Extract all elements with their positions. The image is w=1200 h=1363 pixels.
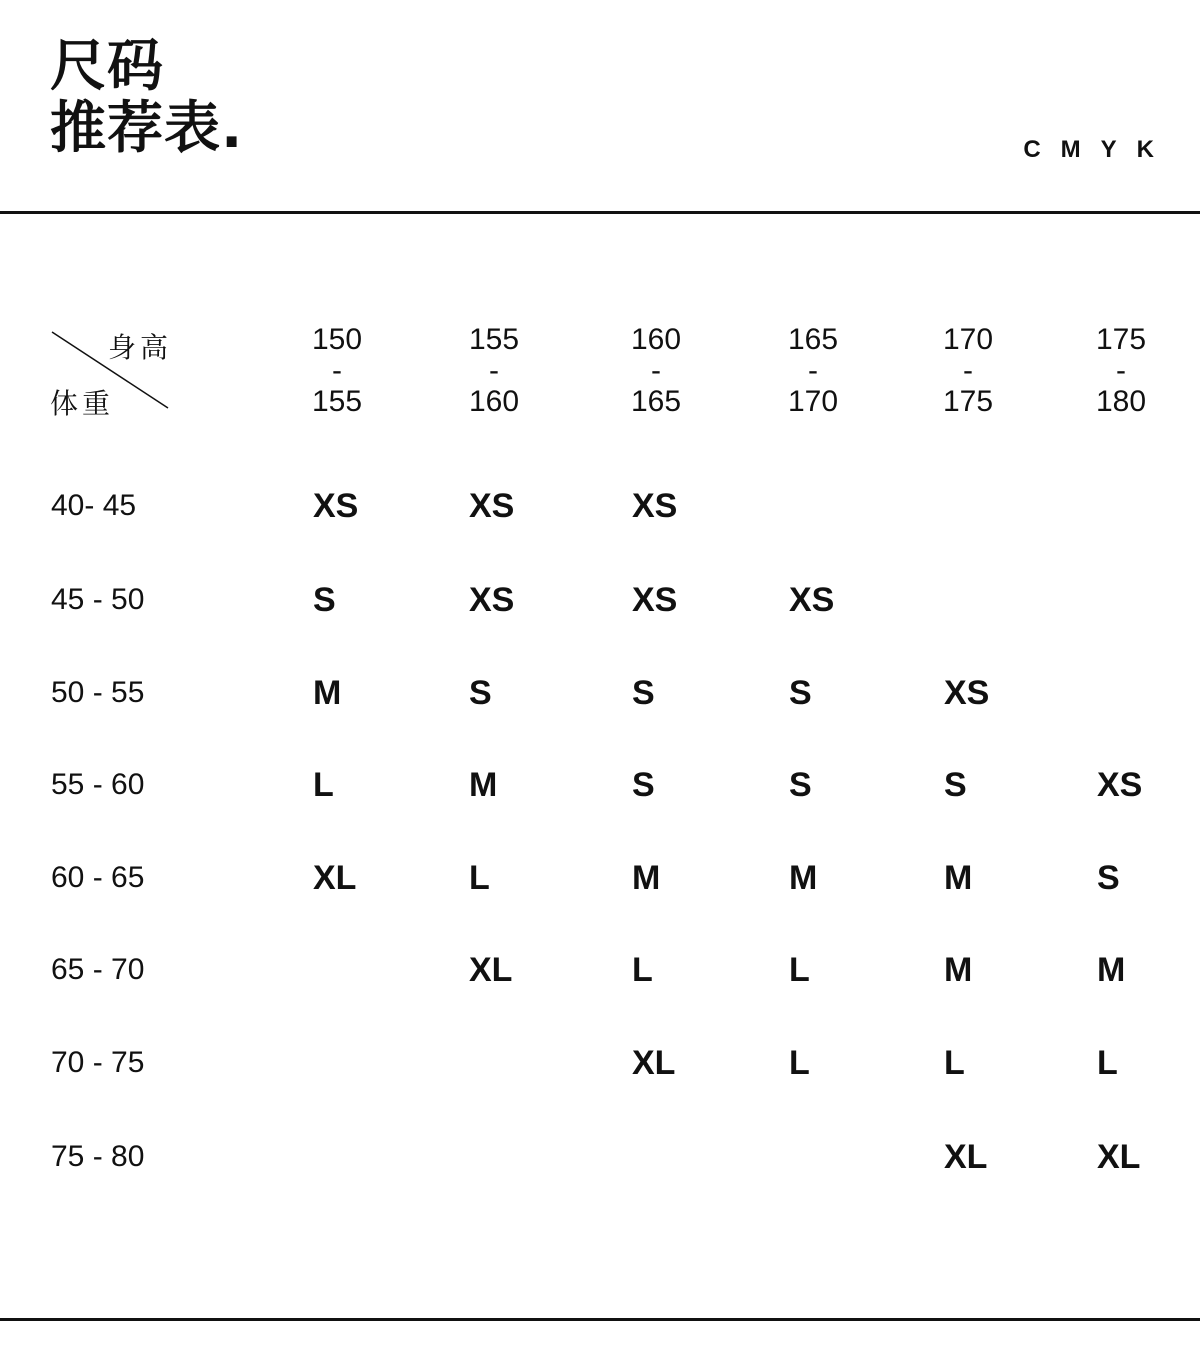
height-range-sep: - [808, 354, 818, 387]
size-cell: L [632, 951, 653, 989]
height-range-from: 170 [942, 323, 994, 356]
height-range-sep: - [489, 354, 499, 387]
size-cell: XL [1097, 1138, 1141, 1176]
height-axis-label: 身高 [107, 331, 172, 364]
size-cell: M [944, 859, 973, 897]
weight-range-label: 55 - 60 [51, 768, 145, 801]
size-cell: XS [632, 581, 678, 619]
size-cell: XS [789, 581, 835, 619]
size-cell: XS [1097, 766, 1143, 804]
size-cell: M [313, 674, 342, 712]
size-cell: S [469, 674, 492, 712]
height-range-from: 150 [311, 323, 363, 356]
weight-range-label: 50 - 55 [51, 676, 145, 709]
size-cell: L [313, 766, 334, 804]
size-cell: XS [632, 487, 678, 525]
top-divider [0, 211, 1200, 214]
size-cell: S [313, 581, 336, 619]
height-range-header [277, 324, 397, 417]
height-range-header [1061, 324, 1181, 417]
size-cell: L [944, 1044, 965, 1082]
height-range-header [434, 324, 554, 417]
weight-range-label: 75 - 80 [51, 1140, 145, 1173]
height-range-from: 155 [468, 323, 520, 356]
size-cell: M [789, 859, 818, 897]
size-cell: M [469, 766, 498, 804]
height-range-header [596, 324, 716, 417]
weight-axis-label: 体重 [50, 387, 115, 420]
weight-range-label: 40- 45 [51, 489, 137, 522]
size-cell: S [789, 766, 812, 804]
weight-range-label: 70 - 75 [51, 1046, 145, 1079]
height-range-header [908, 324, 1028, 417]
weight-range-label: 60 - 65 [51, 861, 145, 894]
height-range-sep: - [1116, 354, 1126, 387]
height-range-to: 180 [1095, 385, 1147, 418]
height-range-to: 170 [787, 385, 839, 418]
size-cell: M [632, 859, 661, 897]
size-cell: S [944, 766, 967, 804]
height-range-to: 175 [942, 385, 994, 418]
size-cell: S [632, 766, 655, 804]
size-cell: L [1097, 1044, 1118, 1082]
table-corner-header [50, 322, 172, 420]
height-range-sep: - [963, 354, 973, 387]
size-cell: XL [632, 1044, 676, 1082]
size-cell: XL [313, 859, 357, 897]
height-range-to: 160 [468, 385, 520, 418]
size-cell: S [1097, 859, 1120, 897]
size-cell: S [789, 674, 812, 712]
size-cell: L [789, 1044, 810, 1082]
height-range-sep: - [651, 354, 661, 387]
size-cell: XL [944, 1138, 988, 1176]
title-line-1: 尺码 [50, 34, 164, 99]
height-range-from: 165 [787, 323, 839, 356]
size-cell: M [1097, 951, 1126, 989]
size-cell: XS [313, 487, 359, 525]
size-cell: XS [469, 581, 515, 619]
size-cell: S [632, 674, 655, 712]
size-cell: XL [469, 951, 513, 989]
height-range-from: 160 [630, 323, 682, 356]
size-cell: XS [469, 487, 515, 525]
brand-label: CMYK [1023, 136, 1174, 163]
size-cell: L [469, 859, 490, 897]
size-cell: M [944, 951, 973, 989]
height-range-to: 155 [311, 385, 363, 418]
weight-range-label: 45 - 50 [51, 583, 145, 616]
page-title [50, 36, 243, 160]
height-range-header [753, 324, 873, 417]
height-range-to: 165 [630, 385, 682, 418]
height-range-from: 175 [1095, 323, 1147, 356]
weight-range-label: 65 - 70 [51, 953, 145, 986]
size-cell: XS [944, 674, 990, 712]
height-range-sep: - [332, 354, 342, 387]
size-cell: L [789, 951, 810, 989]
bottom-divider [0, 1318, 1200, 1321]
title-line-2: 推荐表. [50, 96, 244, 161]
